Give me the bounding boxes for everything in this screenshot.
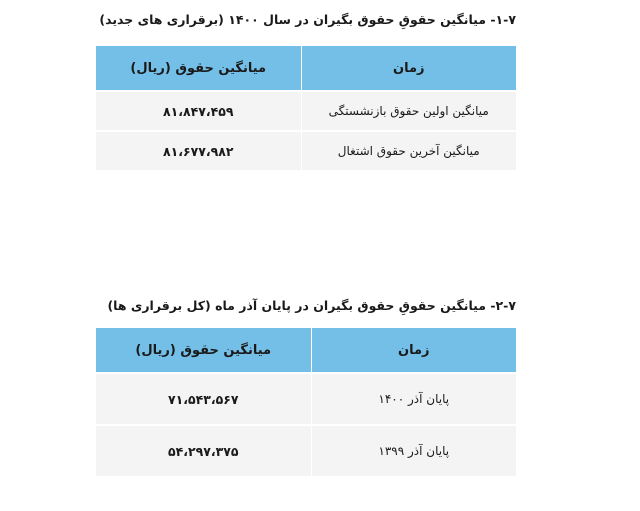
row-label: پایان آذر ۱۴۰۰ [311, 373, 516, 425]
salary-value: ۵۴،۲۹۷،۳۷۵ [167, 443, 239, 459]
table-row [96, 425, 516, 476]
salary-table-new-retirements [96, 46, 516, 170]
header-avg-salary: میانگین حقوق (ریال) [96, 46, 301, 91]
table-row [96, 373, 516, 425]
section-end-of-azar [96, 296, 516, 476]
table-row [96, 131, 516, 170]
row-label: میانگین آخرین حقوق اشتغال [301, 131, 516, 170]
salary-table-end-of-azar [96, 328, 516, 476]
salary-value: ۸۱،۸۴۷،۴۵۹ [162, 103, 234, 119]
section-new-retirements [96, 10, 516, 170]
section-title: ۱-۷- میانگین حقوقِ حقوق بگیران در سال ۱۴۰۰ (برقراری های جدید) [99, 12, 516, 27]
table-header-row [96, 46, 516, 91]
table-header-row [96, 328, 516, 373]
header-time: زمان [311, 328, 516, 373]
section-title: ۲-۷- میانگین حقوقِ حقوق بگیران در پایان آذر ماه (کل برقراری ها) [107, 298, 516, 313]
salary-value: ۸۱،۶۷۷،۹۸۲ [162, 143, 234, 159]
row-value [96, 373, 311, 425]
salary-value: ۷۱،۵۴۳،۵۶۷ [167, 391, 239, 407]
row-label: میانگین اولین حقوق بازنشستگی [301, 91, 516, 131]
header-avg-salary: میانگین حقوق (ریال) [96, 328, 311, 373]
table-row [96, 91, 516, 131]
row-label: پایان آذر ۱۳۹۹ [311, 425, 516, 476]
row-value [96, 131, 301, 170]
row-value [96, 425, 311, 476]
header-time: زمان [301, 46, 516, 91]
row-value [96, 91, 301, 131]
